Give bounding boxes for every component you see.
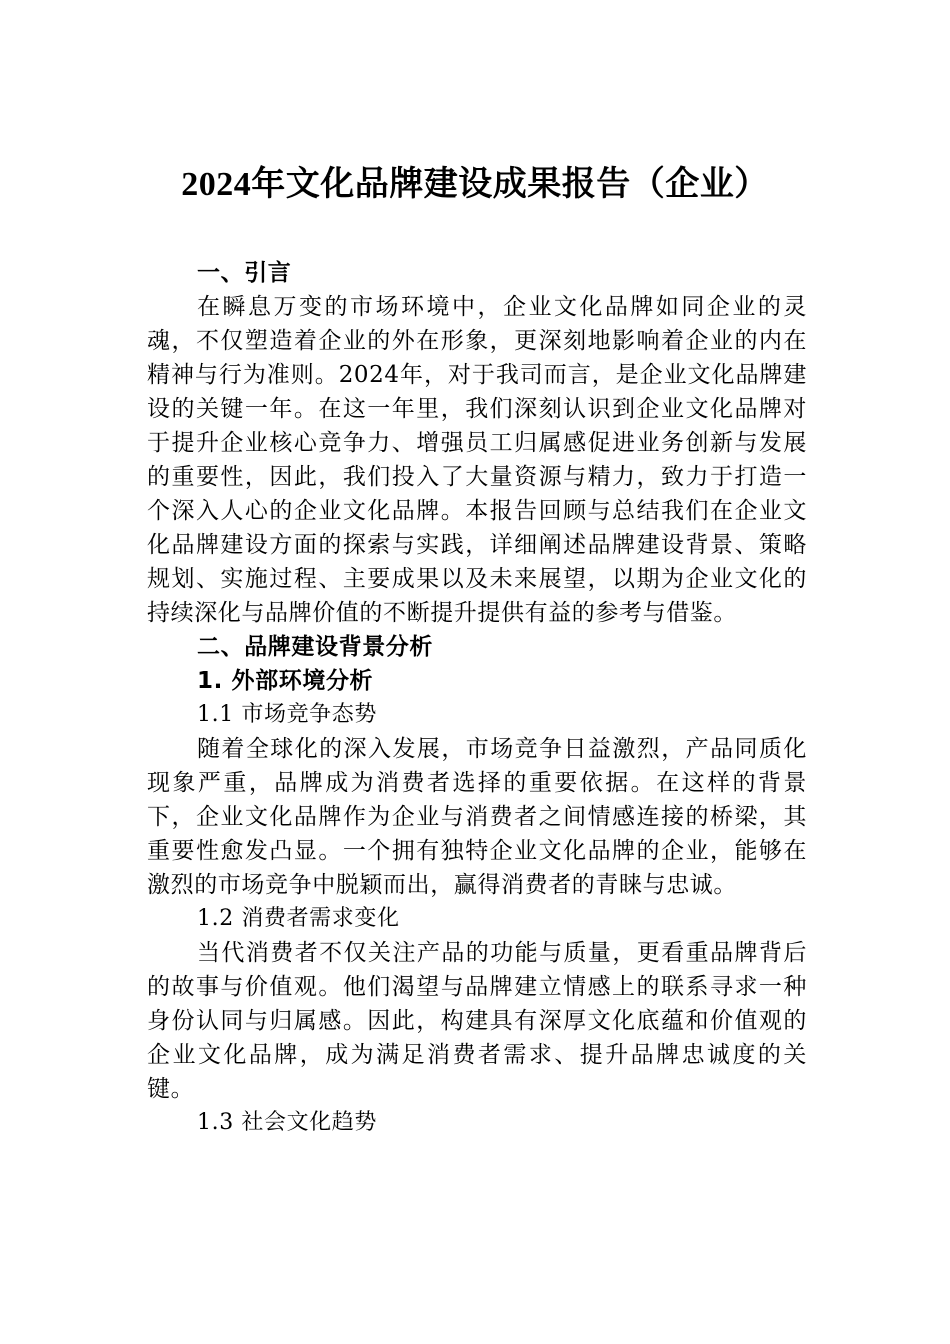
document-body xyxy=(147,256,807,1140)
subsubsection-heading-consumer: 1.2 消费者需求变化 xyxy=(197,906,400,931)
paragraph-consumer: 当代消费者不仅关注产品的功能与质量，更看重品牌背后的故事与价值观。他们渴望与品牌建立情感上的联系寻求一种身份认同与归属感。因此，构建具有深厚文化底蕴和价值观的企业文化品牌，成为满足消费者需求、提升品牌忠诚度的关键。 xyxy=(147,940,807,1102)
section-heading-background: 二、品牌建设背景分析 xyxy=(197,634,433,660)
section-heading-intro: 一、引言 xyxy=(197,260,292,286)
paragraph-intro: 在瞬息万变的市场环境中，企业文化品牌如同企业的灵魂，不仅塑造着企业的外在形象，更深刻地影响着企业的内在精神与行为准则。2024年，对于我司而言，是企业文化品牌建设的关键一年。在这一年里，我们深刻认识到企业文化品牌对于提升企业核心竞争力、增强员工归属感促进业务创新与发展的重要性，因此，我们投入了大量资源与精力，致力于打造一个深入人心的企业文化品牌。本报告回顾与总结我们在企业文化品牌建设方面的探索与实践，详细阐述品牌建设背景、策略规划、实施过程、主要成果以及未来展望，以期为企业文化的持续深化与品牌价值的不断提升提供有益的参考与借鉴。 xyxy=(147,294,807,626)
document-title: 2024年文化品牌建设成果报告（企业） xyxy=(181,166,769,203)
paragraph-competition: 随着全球化的深入发展，市场竞争日益激烈，产品同质化现象严重，品牌成为消费者选择的重要依据。在这样的背景下，企业文化品牌作为企业与消费者之间情感连接的桥梁，其重要性愈发凸显。一个拥有独特企业文化品牌的企业，能够在激烈的市场竞争中脱颖而出，赢得消费者的青睐与忠诚。 xyxy=(147,736,807,898)
subsubsection-heading-competition: 1.1 市场竞争态势 xyxy=(197,702,377,727)
subsection-heading-external: 1. 外部环境分析 xyxy=(197,668,374,694)
subsubsection-heading-social: 1.3 社会文化趋势 xyxy=(197,1110,377,1135)
